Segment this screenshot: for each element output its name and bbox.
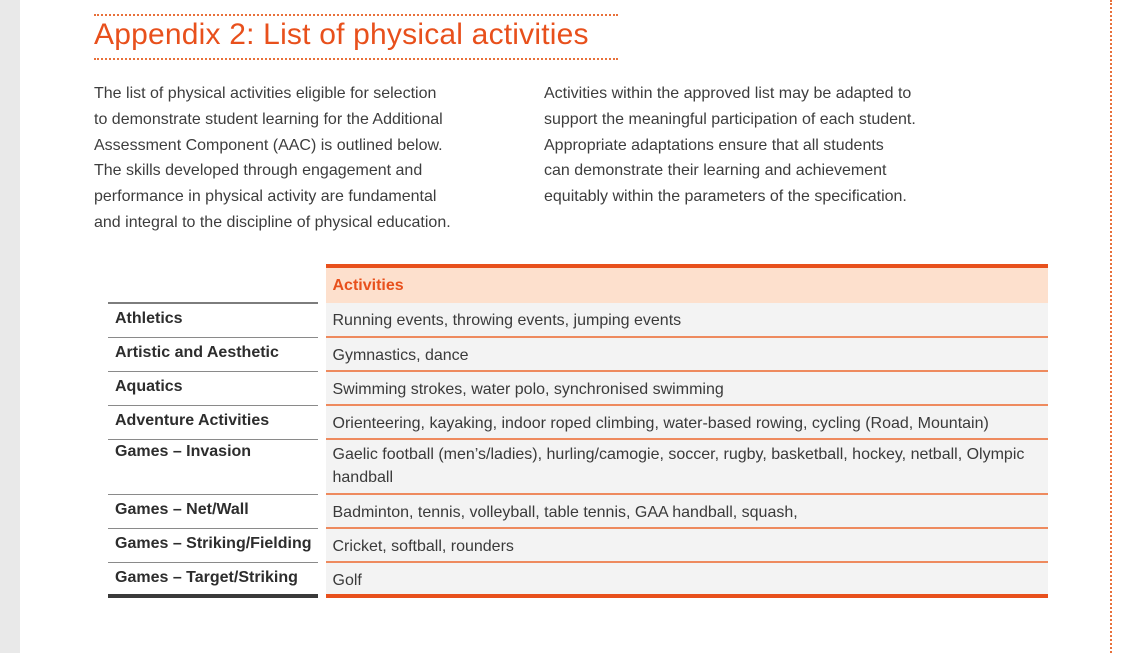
table-header-blank — [108, 266, 318, 303]
page-title: Appendix 2: List of physical activities — [94, 18, 589, 51]
category-cell: Games – Invasion — [108, 439, 318, 494]
table-row — [108, 494, 1048, 528]
table-row — [108, 562, 1048, 596]
table-header-activities: Activities — [326, 266, 1048, 303]
table-row — [108, 337, 1048, 371]
category-cell: Adventure Activities — [108, 405, 318, 439]
intro-paragraph-right: Activities within the approved list may be adapted to support the meaningful participation of each student. Appropriate adaptations ensure that all students can demonstrate their learning and achievement equitably within the parameters of the specification. — [544, 85, 916, 206]
category-cell: Aquatics — [108, 371, 318, 405]
category-cell: Games – Net/Wall — [108, 494, 318, 528]
activities-cell: Gymnastics, dance — [326, 337, 1048, 371]
table-row — [108, 303, 1048, 337]
category-cell: Games – Target/Striking — [108, 562, 318, 596]
activities-cell: Cricket, softball, rounders — [326, 528, 1048, 562]
title-block — [94, 14, 618, 60]
category-cell: Athletics — [108, 303, 318, 337]
activities-table — [108, 264, 1048, 598]
activities-cell: Running events, throwing events, jumping events — [326, 303, 1048, 337]
category-cell: Games – Striking/Fielding — [108, 528, 318, 562]
table-row — [108, 439, 1048, 494]
activities-cell: Orienteering, kayaking, indoor roped climbing, water-based rowing, cycling (Road, Mountain) — [326, 405, 1048, 439]
activities-cell: Golf — [326, 562, 1048, 596]
activities-cell: Gaelic football (men’s/ladies), hurling/camogie, soccer, rugby, basketball, hockey, netball, Olympic handball — [326, 439, 1048, 494]
table-row — [108, 528, 1048, 562]
table-row — [108, 371, 1048, 405]
right-dotted-rule — [1110, 0, 1112, 653]
activities-cell: Swimming strokes, water polo, synchronised swimming — [326, 371, 1048, 405]
table-row — [108, 405, 1048, 439]
table-header-row — [108, 266, 1048, 303]
document-page — [20, 0, 1147, 653]
intro-paragraph-left: The list of physical activities eligible for selection to demonstrate student learning for the Additional Assessment Component (AAC) is outlined below. The skills developed through engagement and performance in physical activity are fundamental and integral to the discipline of physical education. — [94, 85, 451, 231]
activities-cell: Badminton, tennis, volleyball, table tennis, GAA handball, squash, — [326, 494, 1048, 528]
category-cell: Artistic and Aesthetic — [108, 337, 318, 371]
